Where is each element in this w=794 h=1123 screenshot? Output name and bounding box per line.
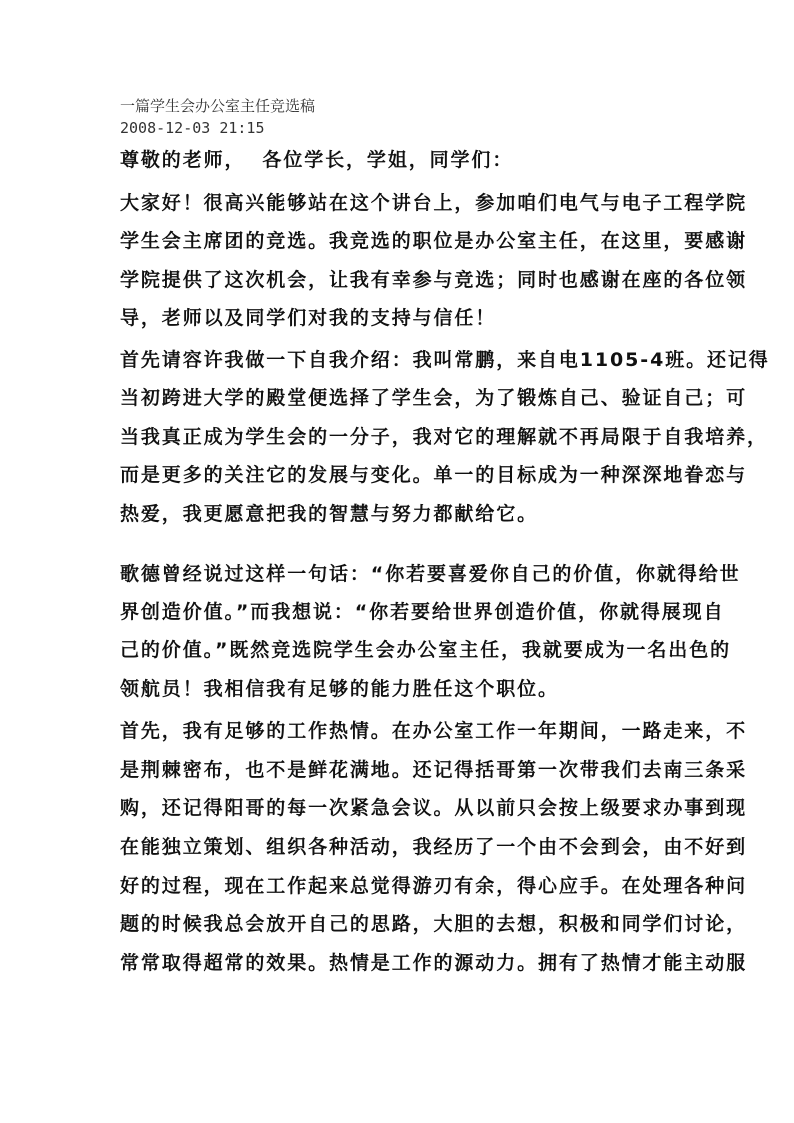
body-line: 首先请容许我做一下自我介绍：我叫常鹏，来自电1105-4班。还记得 [120,349,770,371]
body-line: 当初跨进大学的殿堂便选择了学生会，为了锻炼自己、验证自己；可 [120,387,748,409]
body-line: 大家好！很高兴能够站在这个讲台上，参加咱们电气与电子工程学院 [120,192,748,214]
body-line: 己的价值。”既然竞选院学生会办公室主任，我就要成为一名出色的 [120,639,731,661]
body-line: 常常取得超常的效果。热情是工作的源动力。拥有了热情才能主动服 [120,952,748,974]
body-line: 学院提供了这次机会，让我有幸参与竞选；同时也感谢在座的各位领 [120,269,748,291]
body-line: 首先，我有足够的工作热情。在办公室工作一年期间，一路走来，不 [120,720,748,742]
body-line: 歌德曾经说过这样一句话：“你若要喜爱你自己的价值，你就得给世 [120,563,741,585]
body-line: 学生会主席团的竞选。我竞选的职位是办公室主任，在这里，要感谢 [120,230,748,252]
body-line: 是荆棘密布，也不是鲜花满地。还记得括哥第一次带我们去南三条采 [120,759,748,781]
body-line: 在能独立策划、组织各种活动，我经历了一个由不会到会，由不好到 [120,836,748,858]
body-line: 当我真正成为学生会的一分子，我对它的理解就不再局限于自我培养， [120,426,768,448]
body-line: 而是更多的关注它的发展与变化。单一的目标成为一种深深地眷恋与 [120,464,748,486]
body-line: 界创造价值。”而我想说：“你若要给世界创造价值，你就得展现自 [120,601,725,623]
body-line: 好的过程，现在工作起来总觉得游刃有余，得心应手。在处理各种问 [120,875,748,897]
document-title: 一篇学生会办公室主任竞选稿 [120,97,316,115]
body-line: 热爱，我更愿意把我的智慧与努力都献给它。 [120,503,539,525]
body-line: 题的时候我总会放开自己的思路，大胆的去想，积极和同学们讨论， [120,913,748,935]
body-line: 领航员！我相信我有足够的能力胜任这个职位。 [120,678,559,700]
body-line: 导，老师以及同学们对我的支持与信任！ [120,307,497,329]
body-line: 购，还记得阳哥的每一次紧急会议。从以前只会按上级要求办事到现 [120,797,748,819]
document-date: 2008-12-03 21:15 [120,119,265,137]
salutation: 尊敬的老师， 各位学长，学姐，同学们： [120,149,514,171]
